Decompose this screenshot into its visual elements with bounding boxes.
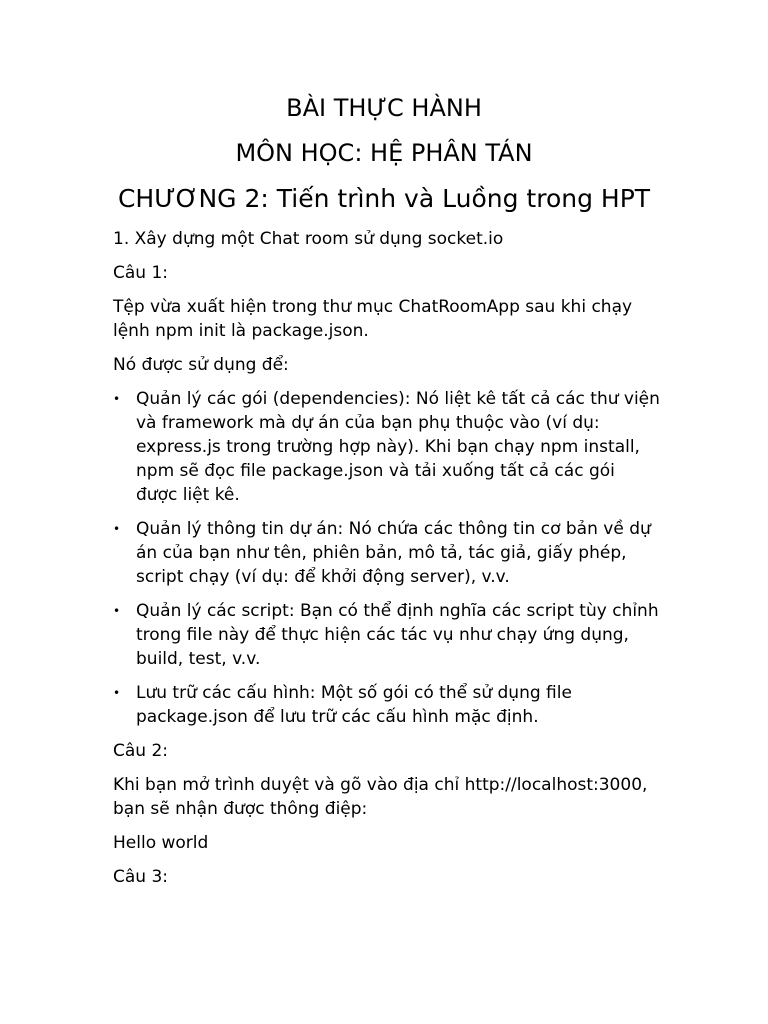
bullet-icon: • (113, 392, 121, 406)
title-line-2: MÔN HỌC: HỆ PHÂN TÁN (235, 139, 533, 167)
paragraph-line: lệnh npm init là package.json. (113, 321, 369, 341)
bullet-icon: • (113, 604, 121, 618)
list-item-line: và framework mà dự án của bạn phụ thuộc vào (ví dụ: (136, 413, 600, 433)
paragraph-line: bạn sẽ nhận được thông điệp: (113, 799, 368, 819)
list-item (113, 681, 693, 729)
question-2-answer: Hello world (113, 833, 209, 853)
list-item-line: build, test, v.v. (136, 649, 261, 669)
question-1-label: Câu 1: (113, 263, 169, 283)
list-item-line: được liệt kê. (136, 485, 240, 505)
document-body (113, 227, 693, 899)
list-item-line: script chạy (ví dụ: để khởi động server), v.v. (136, 567, 510, 587)
list-item-line: Quản lý thông tin dự án: Nó chứa các thông tin cơ bản về dự (136, 519, 651, 539)
bullet-icon: • (113, 686, 121, 700)
list-item-line: trong file này để thực hiện các tác vụ như chạy ứng dụng, (136, 625, 629, 645)
list-item (113, 517, 693, 589)
question-1-paragraph (113, 295, 693, 343)
question-3-label: Câu 3: (113, 867, 169, 887)
list-item-line: Lưu trữ các cấu hình: Một số gói có thể sử dụng file (136, 683, 572, 703)
list-item-line: npm sẽ đọc file package.json và tải xuống tất cả các gói (136, 461, 615, 481)
paragraph-line: Tệp vừa xuất hiện trong thư mục ChatRoomApp sau khi chạy (113, 297, 633, 317)
list-item-line: package.json để lưu trữ các cấu hình mặc định. (136, 707, 539, 727)
list-item (113, 387, 693, 507)
question-2-paragraph (113, 773, 693, 821)
list-item-line: Quản lý các gói (dependencies): Nó liệt kê tất cả các thư viện (136, 389, 660, 409)
paragraph-line: Khi bạn mở trình duyệt và gõ vào địa chỉ http://localhost:3000, (113, 775, 648, 795)
list-item (113, 599, 693, 671)
title-line-3: CHƯƠNG 2: Tiến trình và Luồng trong HPT (117, 184, 651, 213)
uses-bullet-list (113, 387, 693, 729)
uses-intro: Nó được sử dụng để: (113, 355, 289, 375)
bullet-icon: • (113, 522, 121, 536)
section-heading: 1. Xây dựng một Chat room sử dụng socket.io (113, 229, 504, 249)
list-item-line: Quản lý các script: Bạn có thể định nghĩa các script tùy chỉnh (136, 601, 659, 621)
question-2-label: Câu 2: (113, 741, 169, 761)
title-line-1: BÀI THỰC HÀNH (286, 94, 482, 122)
list-item-line: án của bạn như tên, phiên bản, mô tả, tác giả, giấy phép, (136, 543, 627, 563)
list-item-line: express.js trong trường hợp này). Khi bạn chạy npm install, (136, 437, 640, 457)
